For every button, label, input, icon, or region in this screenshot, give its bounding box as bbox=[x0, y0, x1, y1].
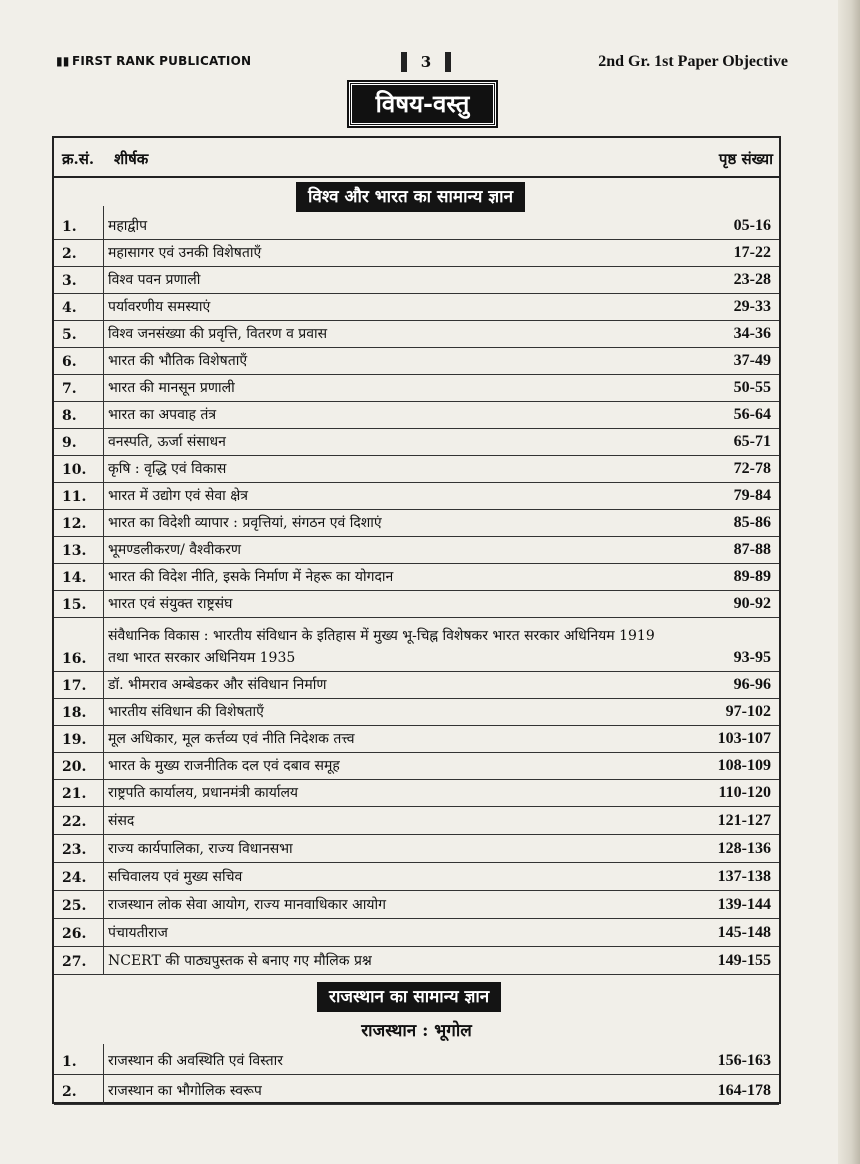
row-page-range: 37-49 bbox=[733, 352, 771, 369]
row-topic-title: भारत की विदेश नीति, इसके निर्माण में नेहरू का योगदान bbox=[108, 569, 394, 585]
row-page-range: 34-36 bbox=[733, 325, 771, 342]
column-divider bbox=[103, 536, 104, 563]
row-serial-number: 13. bbox=[62, 543, 87, 559]
row-page-range: 137-138 bbox=[717, 868, 771, 885]
row-topic-title: राजस्थान की अवस्थिति एवं विस्तार bbox=[108, 1053, 283, 1069]
table-row bbox=[54, 1044, 779, 1075]
row-page-range: 87-88 bbox=[733, 541, 771, 558]
row-topic-title: भारत का विदेशी व्यापार : प्रवृत्तियां, संगठन एवं दिशाएं bbox=[108, 515, 382, 531]
table-row bbox=[54, 946, 779, 975]
table-row bbox=[54, 212, 779, 240]
column-divider bbox=[103, 239, 104, 266]
row-topic-title: भारतीय संविधान की विशेषताएँ bbox=[108, 704, 264, 720]
table-row bbox=[54, 617, 779, 672]
column-divider bbox=[103, 455, 104, 482]
row-topic-title: महाद्वीप bbox=[108, 218, 148, 234]
row-topic-title: राज्य कार्यपालिका, राज्य विधानसभा bbox=[108, 841, 293, 857]
table-row bbox=[54, 862, 779, 891]
column-divider bbox=[103, 374, 104, 401]
row-topic-title: भारत एवं संयुक्त राष्ट्रसंघ bbox=[108, 596, 233, 612]
column-divider bbox=[103, 779, 104, 806]
row-serial-number: 11. bbox=[62, 489, 87, 505]
row-topic-title: वनस्पति, ऊर्जा संसाधन bbox=[108, 434, 226, 450]
page-edge bbox=[838, 0, 860, 1164]
row-page-range: 145-148 bbox=[717, 924, 771, 941]
row-topic-title: भूमण्डलीकरण/ वैश्वीकरण bbox=[108, 542, 241, 558]
row-serial-number: 9. bbox=[62, 435, 77, 451]
table-row bbox=[54, 563, 779, 591]
row-page-range: 156-163 bbox=[717, 1052, 771, 1069]
page-number: 3 bbox=[401, 52, 451, 72]
column-divider bbox=[103, 834, 104, 862]
table-header bbox=[54, 138, 779, 178]
row-page-range: 23-28 bbox=[733, 271, 771, 288]
row-page-range: 149-155 bbox=[717, 952, 771, 969]
column-divider bbox=[103, 347, 104, 374]
row-topic-title: संसद bbox=[108, 813, 135, 829]
row-page-range: 121-127 bbox=[717, 812, 771, 829]
column-divider bbox=[103, 509, 104, 536]
row-page-range: 93-95 bbox=[733, 649, 771, 666]
table-row bbox=[54, 266, 779, 294]
column-divider bbox=[103, 918, 104, 946]
row-page-range: 17-22 bbox=[733, 244, 771, 261]
row-topic-title: विश्व जनसंख्या की प्रवृत्ति, वितरण व प्रवास bbox=[108, 326, 328, 342]
row-topic-title: कृषि : वृद्धि एवं विकास bbox=[108, 461, 227, 477]
table-row bbox=[54, 918, 779, 947]
table-row bbox=[54, 374, 779, 402]
row-serial-number: 20. bbox=[62, 759, 87, 775]
column-divider bbox=[103, 482, 104, 509]
page-header bbox=[56, 50, 788, 74]
row-serial-number: 2. bbox=[62, 1084, 77, 1100]
column-divider bbox=[103, 1044, 104, 1074]
column-divider bbox=[103, 212, 104, 239]
col-header-topic: शीर्षक bbox=[114, 150, 149, 168]
row-page-range: 89-89 bbox=[733, 568, 771, 585]
row-page-range: 139-144 bbox=[717, 896, 771, 913]
row-topic-title: मूल अधिकार, मूल कर्त्तव्य एवं नीति निदेशक तत्त्व bbox=[108, 731, 355, 747]
page-title: विषय-वस्तु bbox=[349, 82, 496, 126]
table-row bbox=[54, 428, 779, 456]
row-serial-number: 23. bbox=[62, 842, 87, 858]
row-page-range: 65-71 bbox=[733, 433, 771, 450]
row-serial-number: 25. bbox=[62, 898, 87, 914]
column-divider bbox=[103, 401, 104, 428]
column-divider bbox=[103, 563, 104, 590]
row-topic-title: पंचायतीराज bbox=[108, 925, 168, 941]
row-serial-number: 26. bbox=[62, 926, 87, 942]
table-row bbox=[54, 401, 779, 429]
row-page-range: 164-178 bbox=[717, 1082, 771, 1099]
table-row bbox=[54, 347, 779, 375]
table-row bbox=[54, 806, 779, 835]
row-page-range: 128-136 bbox=[717, 840, 771, 857]
subsection-heading-geography: राजस्थान : भूगोल bbox=[361, 1021, 472, 1041]
row-page-range: 79-84 bbox=[733, 487, 771, 504]
table-row bbox=[54, 293, 779, 321]
table-row bbox=[54, 320, 779, 348]
row-page-range: 72-78 bbox=[733, 460, 771, 477]
row-page-range: 96-96 bbox=[733, 676, 771, 693]
row-serial-number: 1. bbox=[62, 1054, 77, 1070]
row-serial-number: 1. bbox=[62, 219, 77, 235]
row-serial-number: 4. bbox=[62, 300, 77, 316]
row-serial-number: 5. bbox=[62, 327, 77, 343]
row-topic-title: भारत का अपवाह तंत्र bbox=[108, 407, 217, 423]
row-serial-number: 10. bbox=[62, 462, 87, 478]
row-serial-number: 3. bbox=[62, 273, 77, 289]
column-divider bbox=[103, 698, 104, 725]
row-page-range: 108-109 bbox=[717, 757, 771, 774]
table-row bbox=[54, 590, 779, 618]
table-row bbox=[54, 725, 779, 753]
section-heading-world-india: विश्व और भारत का सामान्य ज्ञान bbox=[296, 182, 525, 212]
row-topic-title: NCERT की पाठ्यपुस्तक से बनाए गए मौलिक प्रश्न bbox=[108, 953, 372, 969]
column-divider bbox=[103, 320, 104, 347]
row-serial-number: 22. bbox=[62, 814, 87, 830]
row-page-range: 05-16 bbox=[733, 217, 771, 234]
table-row bbox=[54, 482, 779, 510]
publisher-name: FIRST RANK PUBLICATION bbox=[72, 54, 252, 68]
row-serial-number: 8. bbox=[62, 408, 77, 424]
column-divider bbox=[103, 266, 104, 293]
row-page-range: 90-92 bbox=[733, 595, 771, 612]
row-serial-number: 21. bbox=[62, 786, 87, 802]
table-row bbox=[54, 698, 779, 726]
row-page-range: 103-107 bbox=[717, 730, 771, 747]
column-divider bbox=[103, 725, 104, 752]
row-topic-title: राजस्थान लोक सेवा आयोग, राज्य मानवाधिकार आयोग bbox=[108, 897, 387, 913]
row-topic-title: भारत की भौतिक विशेषताएँ bbox=[108, 353, 248, 369]
row-topic-title: भारत की मानसून प्रणाली bbox=[108, 380, 235, 396]
row-serial-number: 19. bbox=[62, 732, 87, 748]
row-serial-number: 12. bbox=[62, 516, 87, 532]
section-heading-rajasthan: राजस्थान का सामान्य ज्ञान bbox=[317, 982, 501, 1012]
row-topic-title: संवैधानिक विकास : भारतीय संविधान के इतिहास में मुख्य भू-चिह्न विशेषकर भारत सरकार अधिनियम 1919 तथा भारत सरकार अधिनियम 1935 bbox=[108, 628, 655, 666]
column-divider bbox=[103, 293, 104, 320]
col-header-page: पृष्ठ संख्या bbox=[718, 150, 773, 168]
row-topic-title: पर्यावरणीय समस्याएं bbox=[108, 299, 211, 315]
column-divider bbox=[103, 752, 104, 779]
column-divider bbox=[103, 617, 104, 671]
row-topic-title: राष्ट्रपति कार्यालय, प्रधानमंत्री कार्यालय bbox=[108, 785, 299, 801]
row-serial-number: 2. bbox=[62, 246, 77, 262]
column-divider bbox=[103, 428, 104, 455]
column-divider bbox=[103, 671, 104, 698]
table-row bbox=[54, 834, 779, 863]
row-page-range: 29-33 bbox=[733, 298, 771, 315]
row-page-range: 85-86 bbox=[733, 514, 771, 531]
table-row bbox=[54, 239, 779, 267]
column-divider bbox=[103, 890, 104, 918]
row-page-range: 110-120 bbox=[718, 784, 771, 801]
row-serial-number: 14. bbox=[62, 570, 87, 586]
table-row bbox=[54, 779, 779, 807]
table-row bbox=[54, 1074, 779, 1105]
col-header-sn: क्र.सं. bbox=[62, 150, 95, 168]
row-serial-number: 17. bbox=[62, 678, 87, 694]
row-topic-title: राजस्थान का भौगोलिक स्वरूप bbox=[108, 1083, 262, 1099]
table-row bbox=[54, 890, 779, 919]
row-serial-number: 15. bbox=[62, 597, 87, 613]
row-topic-title: महासागर एवं उनकी विशेषताएँ bbox=[108, 245, 262, 261]
row-serial-number: 27. bbox=[62, 954, 87, 970]
row-topic-title: भारत में उद्योग एवं सेवा क्षेत्र bbox=[108, 488, 248, 504]
column-divider bbox=[103, 946, 104, 974]
row-serial-number: 7. bbox=[62, 381, 77, 397]
row-serial-number: 6. bbox=[62, 354, 77, 370]
publisher-label bbox=[56, 54, 251, 68]
row-serial-number: 18. bbox=[62, 705, 87, 721]
column-divider bbox=[103, 862, 104, 890]
row-topic-title: सचिवालय एवं मुख्य सचिव bbox=[108, 869, 243, 885]
column-divider bbox=[103, 1074, 104, 1104]
publisher-logo-icon: ▮▮ bbox=[56, 54, 70, 68]
row-topic-title: विश्व पवन प्रणाली bbox=[108, 272, 201, 288]
row-serial-number: 16. bbox=[62, 651, 87, 667]
row-page-range: 56-64 bbox=[733, 406, 771, 423]
row-topic-title: भारत के मुख्य राजनीतिक दल एवं दबाव समूह bbox=[108, 758, 340, 774]
contents-table bbox=[52, 136, 781, 1104]
column-divider bbox=[103, 590, 104, 617]
row-page-range: 97-102 bbox=[725, 703, 771, 720]
table-row bbox=[54, 509, 779, 537]
table-row bbox=[54, 536, 779, 564]
row-page-range: 50-55 bbox=[733, 379, 771, 396]
table-row bbox=[54, 671, 779, 699]
row-serial-number: 24. bbox=[62, 870, 87, 886]
row-topic-title: डॉ. भीमराव अम्बेडकर और संविधान निर्माण bbox=[108, 677, 327, 693]
table-row bbox=[54, 752, 779, 780]
table-row bbox=[54, 455, 779, 483]
column-divider bbox=[103, 806, 104, 834]
paper-title: 2nd Gr. 1st Paper Objective bbox=[598, 53, 788, 70]
